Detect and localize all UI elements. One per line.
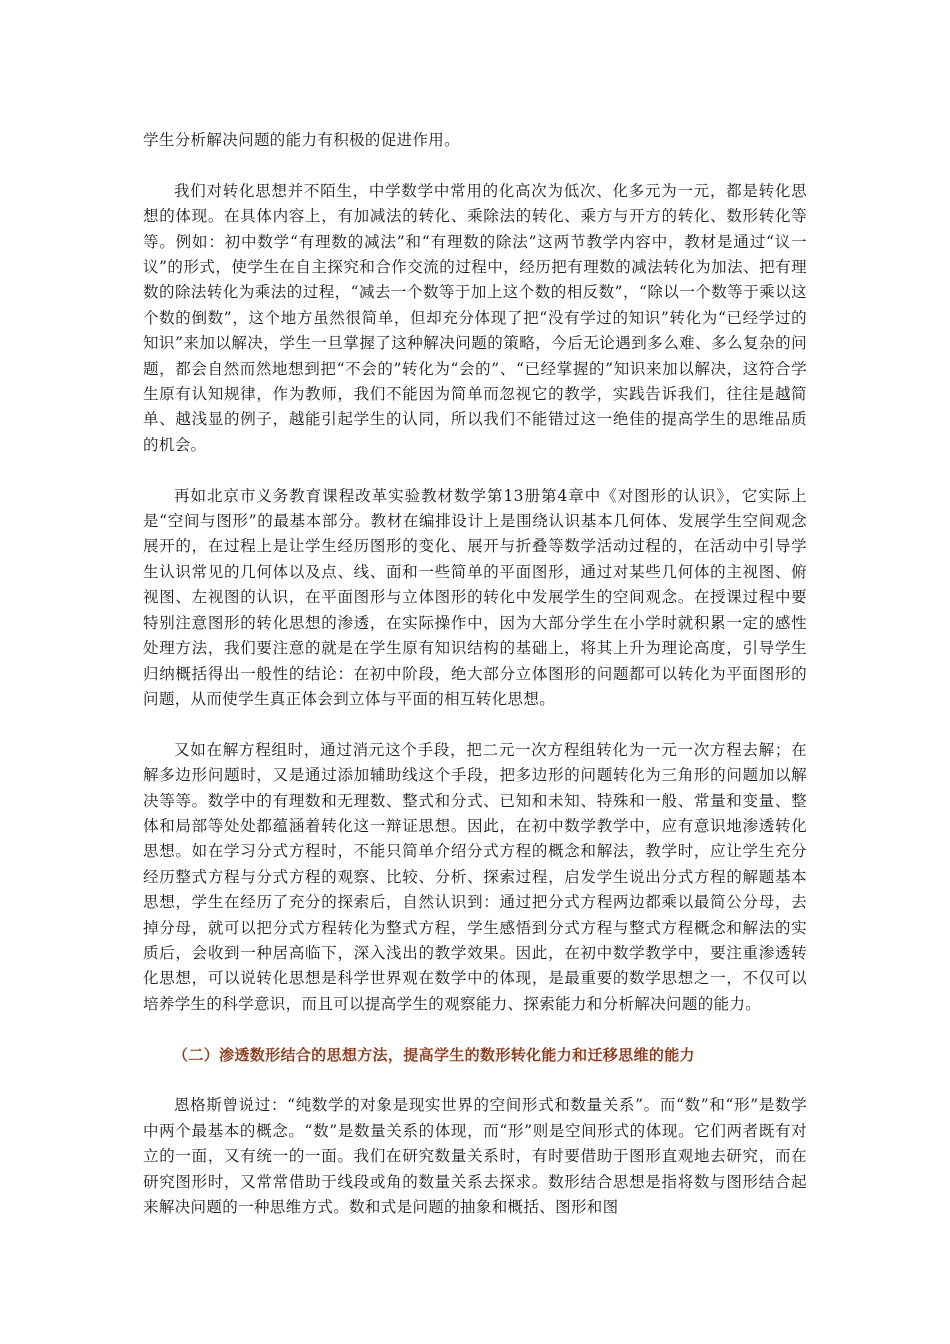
paragraph-gap bbox=[143, 712, 807, 737]
paragraph-gap bbox=[143, 458, 807, 483]
paragraph-engels-quote: 恩格斯曾说过：“纯数学的对象是现实世界的空间形式和数量关系”。而“数”和“形”是数学中两个最基本的概念。“数”是数量关系的体现，而“形”则是空间形式的体现。它们两者既有对立的一面，又有统一的一面。我们在研究数量关系时，有时要借助于图形直观地去研究，而在研究图形时，又常常借助于线段或角的数量关系去探求。数形结合思想是指将数与图形结合起来解决问题的一种思维方式。数和式是问题的抽象和概括、图形和图 bbox=[143, 1096, 807, 1216]
paragraph-geometry-example: 再如北京市义务教育课程改革实验教材数学第13册第4章中《对图形的认识》，它实际上是“空间与图形”的最基本部分。教材在编排设计上是围绕认识基本几何体、发展学生空间观念展开的，在过程上是让学生经历图形的变化、展开与折叠等数学活动过程的，在活动中引导学生认识常见的几何体以及点、线、面和一些简单的平面图形，通过对某些几何体的主视图、俯视图、左视图的认识，在平面图形与立体图形的转化中发展学生的空间观念。在授课过程中要特别注意图形的转化思想的渗透，在实际操作中，因为大部分学生在小学时就积累一定的感性处理方法，我们要注意的就是在学生原有知识结构的基础上，将其上升为理论高度，引导学生归纳概括得出一般性的结论：在初中阶段，绝大部分立体图形的问题都可以转化为平面图形的问题，从而使学生真正体会到立体与平面的相互转化思想。 bbox=[143, 486, 807, 708]
paragraph-continued: 学生分析解决问题的能力有积极的促进作用。 bbox=[143, 131, 461, 149]
document-page bbox=[143, 128, 807, 1220]
section-heading: （二）渗透数形结合的思想方法，提高学生的数形转化能力和迁移思维的能力 bbox=[173, 1045, 695, 1064]
paragraph-equation-example: 又如在解方程组时，通过消元这个手段，把二元一次方程组转化为一元一次方程去解；在解多边形问题时，又是通过添加辅助线这个手段，把多边形的问题转化为三角形的问题加以解决等等。数学中的有理数和无理数、整式和分式、已知和未知、特殊和一般、常量和变量、整体和局部等处处都蕴涵着转化这一辩证思想。因此，在初中数学教学中，应有意识地渗透转化思想。如在学习分式方程时，不能只简单介绍分式方程的概念和解法，教学时，应让学生充分经历整式方程与分式方程的观察、比较、分析、探索过程，启发学生说出分式方程的解题基本思想，学生在经历了充分的探索后，自然认识到：通过把分式方程两边都乘以最简公分母，去掉分母，就可以把分式方程转化为整式方程，学生感悟到分式方程与整式方程概念和解法的实质后，会收到一种居高临下，深入浅出的教学效果。因此，在初中数学教学中，要注重渗透转化思想，可以说转化思想是科学世界观在数学中的体现，是最重要的数学思想之一，不仅可以培养学生的科学意识，而且可以提高学生的观察能力、探索能力和分析解决问题的能力。 bbox=[143, 740, 807, 1013]
paragraph-gap bbox=[143, 153, 807, 178]
paragraph-transformation-idea: 我们对转化思想并不陌生，中学数学中常用的化高次为低次、化多元为一元，都是转化思想的体现。在具体内容上，有加减法的转化、乘除法的转化、乘方与开方的转化、数形转化等等。例如：初中数学“有理数的减法”和“有理数的除法”这两节教学内容中，教材是通过“议一议”的形式，使学生在自主探究和合作交流的过程中，经历把有理数的减法转化为加法、把有理数的除法转化为乘法的过程，“减去一个数等于加上这个数的相反数”，“除以一个数等于乘以这个数的倒数”，这个地方虽然很简单，但却充分体现了把“没有学过的知识”转化为“已经学过的知识”来加以解决，学生一旦掌握了这种解决问题的策略，今后无论遇到多么难、多么复杂的问题，都会自然而然地想到把“不会的”转化为“会的”、“已经掌握的”知识来加以解决，这符合学生原有认知规律，作为教师，我们不能因为简单而忽视它的教学，实践告诉我们，往往是越简单、越浅显的例子，越能引起学生的认同，所以我们不能错过这一绝佳的提高学生的思维品质的机会。 bbox=[143, 181, 807, 454]
paragraph-gap bbox=[143, 1068, 807, 1093]
paragraph-gap bbox=[143, 1017, 807, 1042]
